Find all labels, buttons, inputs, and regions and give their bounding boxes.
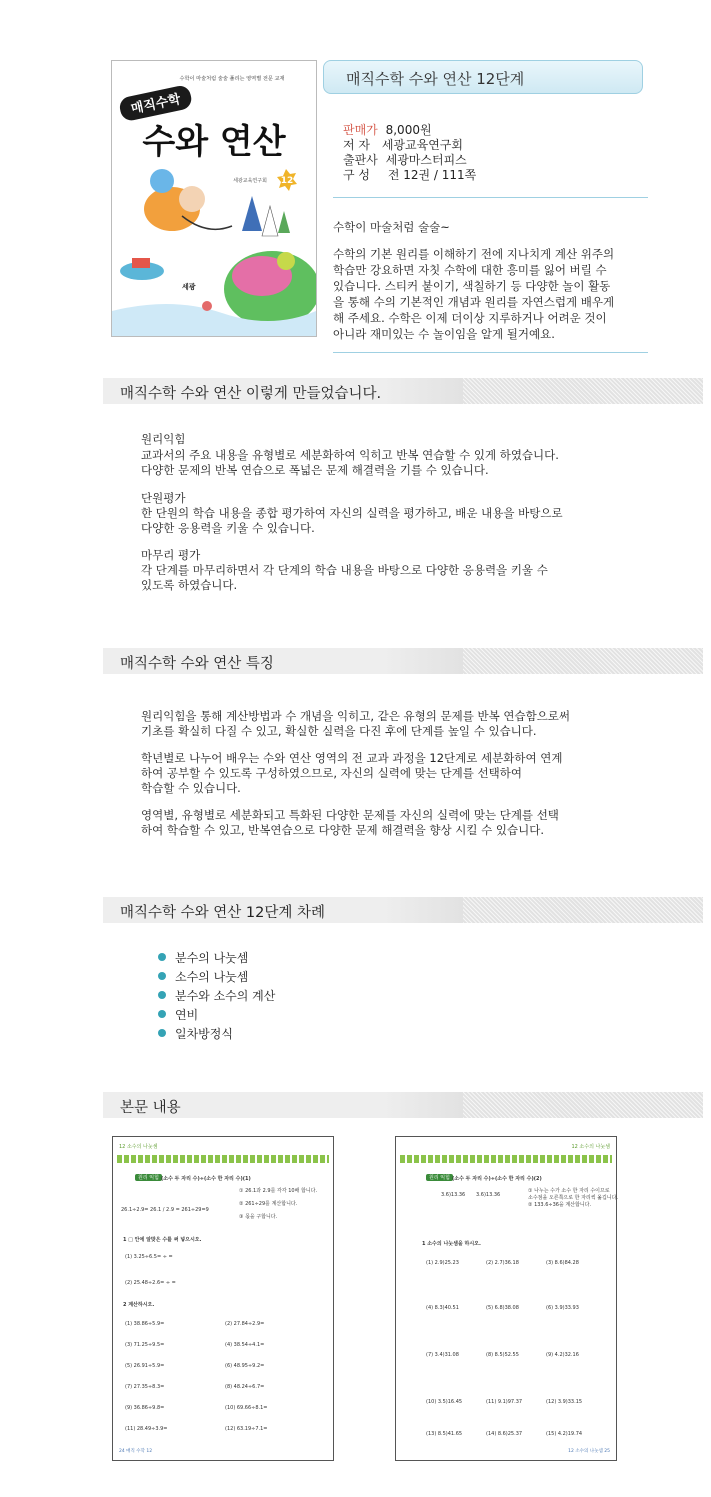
page-problem: (11) 9.1)97.37 <box>486 1399 523 1405</box>
cover-publisher-logo: 세광 <box>182 283 196 291</box>
page-step: ② 261÷29를 계산합니다. <box>239 1201 298 1207</box>
page-problem: (2) 25.48÷2.6= ÷ = <box>125 1280 176 1286</box>
divider-bottom <box>333 352 648 353</box>
page-footer: 24 매직 수학 12 <box>119 1449 153 1454</box>
sample-page-right <box>395 1136 617 1461</box>
page-step: ① 26.1과 2.9를 각각 10배 합니다. <box>239 1188 318 1194</box>
page-label: 원리 익힘 <box>426 1174 453 1181</box>
made-heading: 원리익힘 <box>141 432 186 446</box>
bullet-dot-icon <box>158 972 166 980</box>
publisher-value: 세광마스터피스 <box>385 153 467 167</box>
section-header-made <box>103 378 703 404</box>
divider-top <box>333 197 648 198</box>
publisher-row <box>343 153 467 168</box>
page-problem: (7) 3.4)31.08 <box>426 1352 459 1358</box>
feature-line: 학습할 수 있습니다. <box>141 781 241 795</box>
book-cover-image <box>111 60 317 337</box>
page-problem: (11) 28.49÷3.9= <box>125 1426 168 1432</box>
page-header-stripe <box>400 1155 612 1163</box>
page-problem: (7) 27.35÷8.3= <box>125 1384 165 1390</box>
bullet-dot-icon <box>158 1029 166 1037</box>
author-row <box>343 138 463 153</box>
toc-item: 연비 <box>158 1006 198 1023</box>
made-line: 다양한 응용력을 키울 수 있습니다. <box>141 521 315 535</box>
bullet-dot-icon <box>158 991 166 999</box>
page-question: 1 소수의 나눗셈을 하시오. <box>422 1241 481 1247</box>
composition-label: 구 성 <box>343 168 370 182</box>
page-problem: (15) 4.2)19.74 <box>546 1431 583 1437</box>
made-line: 한 단원의 학습 내용을 종합 평가하여 자신의 실력을 평가하고, 배운 내용을 바탕으로 <box>141 506 563 520</box>
composition-value: 전 12권 / 111쪽 <box>387 168 477 182</box>
toc-item: 일차방정식 <box>158 1025 233 1042</box>
description-headline: 수학이 마술처럼 술술~ <box>333 220 450 234</box>
description-line: 해 주세요. 수학은 이제 더이상 지루하거나 어려운 것이 <box>333 311 607 325</box>
cover-tagline: 수학이 마술처럼 술술 풀리는 영역별 전문 교재 <box>179 76 285 82</box>
feature-line: 기초를 확실히 다질 수 있고, 확실한 실력을 다진 후에 단계를 높일 수 있습니다. <box>141 724 537 738</box>
author-label: 저 자 <box>343 138 370 152</box>
product-title: 매직수학 수와 연산 12단계 <box>346 70 525 88</box>
page-problem: (5) 26.91÷5.9= <box>125 1363 165 1369</box>
page-problem: (1) 38.86÷5.9= <box>125 1321 165 1327</box>
page-problem: (14) 8.6)25.37 <box>486 1431 523 1437</box>
page-problem: (1) 3.25÷6.5= ÷ = <box>125 1254 173 1260</box>
section-header-toc <box>103 897 703 923</box>
cover-org: 세광교육연구회 <box>233 178 267 184</box>
page-problem: (4) 8.3)40.51 <box>426 1305 459 1311</box>
author-value: 세광교육연구회 <box>381 138 463 152</box>
product-title-box <box>323 60 643 94</box>
page-problem: (10) 69.66÷8.1= <box>225 1405 268 1411</box>
made-heading: 마무리 평가 <box>141 548 201 562</box>
page-problem: (10) 3.5)16.45 <box>426 1399 463 1405</box>
page-step: ② 133.6÷36을 계산합니다. <box>528 1202 592 1208</box>
page-header: 12 소수의 나눗셈 <box>119 1144 158 1150</box>
cover-main-title: 수와 연산 <box>142 122 286 162</box>
page-step: 소수점을 오른쪽으로 한 자리씩 옮깁니다. <box>528 1195 619 1201</box>
page-problem: (2) 27.84÷2.9= <box>225 1321 265 1327</box>
composition-row <box>343 168 476 183</box>
publisher-label: 출판사 <box>343 153 378 167</box>
price-label: 판매가 <box>343 123 378 137</box>
cover-series-logo: 매직수학 <box>129 92 183 118</box>
price-value: 8,000원 <box>385 123 432 137</box>
description-line: 을 통해 수의 기본적인 개념과 원리를 자연스럽게 배우게 <box>333 295 615 309</box>
made-line: 교과서의 주요 내용을 유형별로 세분화하여 익히고 반복 연습할 수 있게 하였습니다. <box>141 448 559 462</box>
page-problem: (4) 38.54÷4.1= <box>225 1342 265 1348</box>
made-line: 각 단계를 마무리하면서 각 단계의 학습 내용을 바탕으로 다양한 응용력을 키울 수 <box>141 563 548 577</box>
section-title-content: 본문 내용 <box>120 1100 181 1116</box>
description-line: 학습만 강요하면 자칫 수학에 대한 흥미를 잃어 버릴 수 <box>333 263 607 277</box>
section-title-made: 매직수학 수와 연산 이렇게 만들었습니다. <box>120 386 382 402</box>
page-problem: (5) 6.8)38.08 <box>486 1305 519 1311</box>
section-header-features <box>103 648 703 674</box>
page-problem: (2) 2.7)36.18 <box>486 1260 519 1266</box>
page-step: ③ 몫을 구합니다. <box>239 1214 278 1220</box>
page-header-stripe <box>117 1155 329 1163</box>
page-step: ① 나누는 수가 소수 한 자리 수이므로 <box>528 1188 610 1194</box>
section-header-content <box>103 1092 703 1118</box>
cover-illustration <box>112 61 316 336</box>
made-heading: 단원평가 <box>141 491 186 505</box>
page-problem: (8) 48.24÷6.7= <box>225 1384 265 1390</box>
section-title-features: 매직수학 수와 연산 특징 <box>120 656 274 672</box>
page-problem: (12) 3.9)33.15 <box>546 1399 583 1405</box>
cover-level-badge: 12 <box>280 176 294 186</box>
toc-item: 소수의 나눗셈 <box>158 968 248 985</box>
description-line: 수학의 기본 원리를 이해하기 전에 지나치게 계산 위주의 <box>333 247 615 261</box>
page-calc: 3.6)13.36 <box>441 1192 466 1198</box>
made-line: 다양한 문제의 반복 연습으로 폭넓은 문제 해결력을 기를 수 있습니다. <box>141 463 489 477</box>
page-footer: 12 소수의 나눗셈 25 <box>568 1449 610 1454</box>
feature-line: 학년별로 나누어 배우는 수와 연산 영역의 전 교과 과정을 12단계로 세분화하여 연계 <box>141 751 563 765</box>
page-problem: (6) 48.95÷9.2= <box>225 1363 265 1369</box>
page-problem: (6) 3.9)33.93 <box>546 1305 579 1311</box>
page-problem: (9) 36.86÷9.8= <box>125 1405 165 1411</box>
description-line: 아니라 재미있는 수 놀이임을 알게 될거예요. <box>333 327 555 341</box>
feature-line: 원리익힘을 통해 계산방법과 수 개념을 익히고, 같은 유형의 문제를 반복 연습함으로써 <box>141 709 571 723</box>
feature-line: 하여 공부할 수 있도록 구성하였으므로, 자신의 실력에 맞는 단계를 선택하여 <box>141 766 522 780</box>
page-heading: (소수 두 자리 수)÷(소수 한 자리 수)(2) <box>452 1176 542 1182</box>
price-row <box>343 123 432 138</box>
description-line: 있습니다. 스티커 붙이기, 색칠하기 등 다양한 놀이 활동 <box>333 279 611 293</box>
page-header: 12 소수의 나눗셈 <box>571 1144 610 1150</box>
toc-item: 분수의 나눗셈 <box>158 949 248 966</box>
page-problem: (8) 8.5)52.55 <box>486 1352 519 1358</box>
bullet-dot-icon <box>158 953 166 961</box>
page-problem: (9) 4.2)32.16 <box>546 1352 579 1358</box>
page-calc: 3.6)13.36 <box>476 1192 501 1198</box>
section-title-toc: 매직수학 수와 연산 12단계 차례 <box>120 905 325 921</box>
page-problem: (3) 71.25÷9.5= <box>125 1342 165 1348</box>
page-problem: (12) 63.19÷7.1= <box>225 1426 268 1432</box>
page-heading: (소수 두 자리 수)÷(소수 한 자리 수)(1) <box>161 1176 251 1182</box>
bullet-dot-icon <box>158 1010 166 1018</box>
made-line: 있도록 하였습니다. <box>141 578 238 592</box>
sample-page-left <box>112 1136 334 1461</box>
page-problem: (1) 2.9)25.23 <box>426 1260 459 1266</box>
page-problem: (13) 8.5)41.65 <box>426 1431 463 1437</box>
page-question: 1 □ 안에 알맞은 수를 써 넣으시오. <box>123 1237 202 1243</box>
page-problem: (3) 8.6)84.28 <box>546 1260 579 1266</box>
feature-line: 영역별, 유형별로 세분화되고 특화된 다양한 문제를 자신의 실력에 맞는 단계를 선택 <box>141 808 559 822</box>
page-question: 2 계산하시오. <box>123 1302 155 1308</box>
page-label: 원리 익힘 <box>135 1174 162 1181</box>
feature-line: 하여 학습할 수 있고, 반복연습으로 다양한 문제 해결력을 향상 시킬 수 있습니다. <box>141 823 545 837</box>
page-calc: 26.1÷2.9= 26.1 / 2.9 = 261÷29=9 <box>121 1207 209 1213</box>
toc-item: 분수와 소수의 계산 <box>158 987 275 1004</box>
